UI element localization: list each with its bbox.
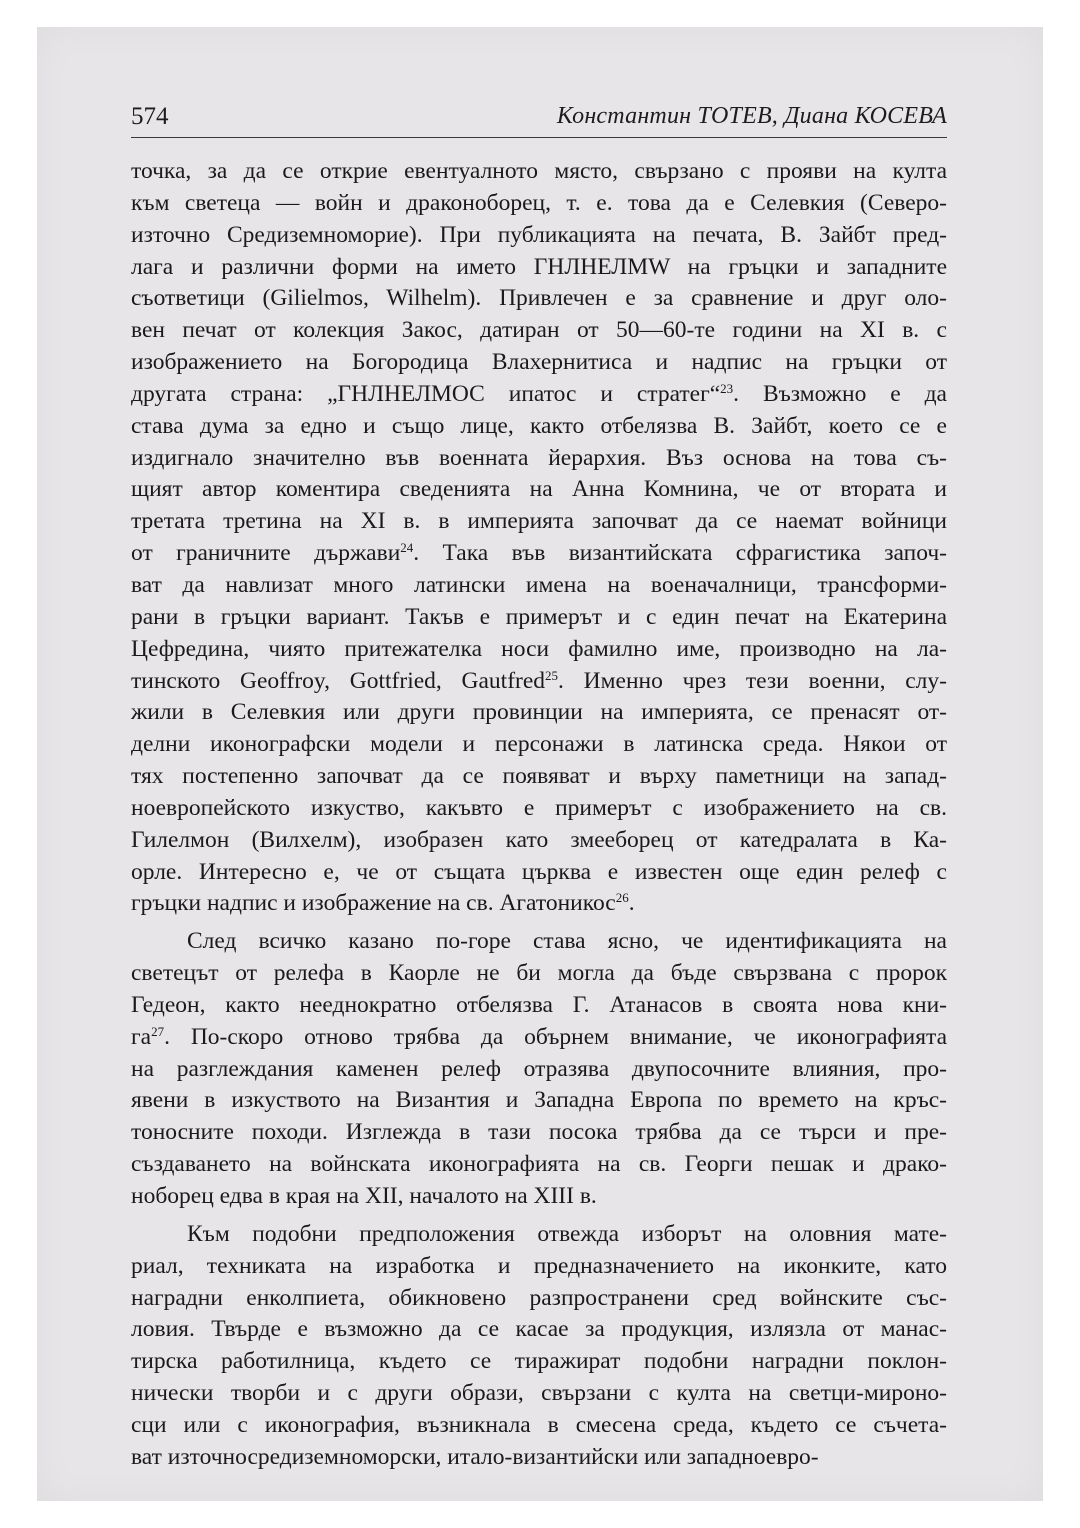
line-text: След всичко казано по-горе става ясно, че идентификацията на [187,928,947,955]
line-text: щият автор коментира сведенията на Анна Комнина, че от втората и [131,476,947,503]
footnote-ref: 26 [615,890,629,906]
line-text: Към подобни предположения отвежда изборът на оловния мате- [187,1220,947,1247]
line-text: издигнало значително във военната йерархия. Въз основа на това съ- [131,444,947,471]
text-line [131,1283,947,1315]
text-line [131,379,947,411]
text-line [131,570,947,602]
text-line [131,1410,947,1442]
text-line [131,1054,947,1086]
line-text: тинското Geoffroy, Gottfried, Gautfred [131,667,546,694]
line-text: сци или с иконография, възникнала в смесена среда, където се съчета- [131,1411,947,1438]
footnote-ref: 23 [720,380,734,396]
line-text: тоносните походи. Изглежда в тази посока трябва да се търси и пре- [131,1119,947,1146]
line-text: жили в Селевкия или други провинции на империята, се пренасят от- [131,699,947,726]
line-text: гръцки надпис и изображение на св. Агатоникос [131,890,616,917]
page-header [131,97,947,138]
running-head: Константин ТОТЕВ, Диана КОСЕВА [556,103,947,129]
text-line [131,1149,947,1181]
line-text: ноборец едва в края на XII, началото на XIII в. [131,1183,597,1209]
text-line [131,888,947,920]
paragraph [131,926,947,1213]
text-line [131,761,947,793]
line-text: от граничните държави [131,540,401,567]
text-line [131,857,947,889]
line-text: ловия. Твърде е възможно да се касае за продукция, излязла от манас- [131,1316,947,1343]
text-line [131,156,947,188]
line-text: га [131,1023,152,1050]
text-line [131,1378,947,1410]
page-number: 574 [131,103,169,130]
text-line [131,729,947,761]
line-text: Цефредина, чиято притежателка носи фамилно име, производно на ла- [131,635,947,662]
line-text: явени в изкуството на Византия и Западна Европа по времето на кръс- [131,1087,947,1114]
line-text: тях постепенно започват да се появяват и върху паметници на запад- [131,763,947,790]
line-text: . [628,890,635,917]
line-text: изображението на Богородица Влахернитиса и надпис на гръцки от [131,349,947,376]
line-text: третата третина на XI в. в империята започват да се наемат войници [131,508,947,535]
line-text: на разглеждания каменен релеф отразява двупосочните влияния, про- [131,1055,947,1082]
line-text: създаването на войнската иконографията на св. Георги пешак и драко- [131,1151,947,1178]
line-text: лага и различни форми на името ГНЛНЕЛМW на гръцки и западните [131,253,947,280]
text-line [131,1085,947,1117]
text-line [131,538,947,570]
line-text: . Така във византийската сфрагистика започ- [413,540,947,567]
line-text: рани в гръцки вариант. Такъв е примерът и с един печат на Екатерина [131,603,947,630]
text-line [131,1251,947,1283]
text-line [131,958,947,990]
text-line [131,1442,947,1474]
text-line [131,697,947,729]
text-line [131,926,947,958]
text-line [131,252,947,284]
text-line [131,825,947,857]
body-text [131,156,947,1474]
text-line [131,666,947,698]
footnote-ref: 27 [151,1023,165,1039]
text-line [131,1022,947,1054]
line-text: риал, техниката на изработка и предназначението на иконките, като [131,1252,947,1279]
text-line [131,315,947,347]
line-text: Гедеон, както нееднократно отбелязва Г. Атанасов в своята нова кни- [131,991,947,1018]
line-text: Гилелмон (Вилхелм), изобразен като змееборец от катедралата в Ка- [131,826,947,853]
line-text: делни иконографски модели и персонажи в латинска среда. Някои от [131,731,947,758]
text-line [131,188,947,220]
line-text: другата страна: „ГНЛНЕЛМОС ипатос и стратег“ [131,380,721,407]
text-line [131,990,947,1022]
line-text: ват източносредиземноморски, итало-византийски или западноевро- [131,1443,819,1470]
line-text: източно Средиземноморие). При публикацията на печата, В. Зайбт пред- [131,221,947,248]
line-text: ват да навлизат много латински имена на военачалници, трансформи- [131,571,947,598]
line-text: точка, за да се открие евентуалното място, свързано с прояви на култа [131,158,947,184]
text-line [131,1117,947,1149]
line-text: вен печат от колекция Закос, датиран от 50—60-те години на XI в. с [131,317,947,344]
text-line [131,1219,947,1251]
footnote-ref: 24 [400,540,414,556]
paragraph [131,156,947,920]
text-line [131,1181,947,1213]
line-text: . Именно чрез тези военни, слу- [558,667,947,694]
text-line [131,793,947,825]
text-line [131,283,947,315]
line-text: нически творби и с други образи, свързани с култа на светци-мироно- [131,1380,947,1407]
line-text: . Възможно е да [733,380,947,407]
paragraph [131,1219,947,1474]
text-line [131,602,947,634]
text-line [131,411,947,443]
text-line [131,443,947,475]
line-text: наградни енколпиета, обикновено разпространени сред войнските със- [131,1284,947,1311]
line-text: става дума за едно и също лице, както отбелязва В. Зайбт, което се е [131,412,947,439]
line-text: ноевропейското изкуство, какъвто е примерът с изображението на св. [131,794,947,821]
line-text: . По-скоро отново трябва да обърнем внимание, че иконографията [164,1023,947,1050]
text-line [131,634,947,666]
text-line [131,1314,947,1346]
text-line [131,474,947,506]
line-text: светецът от релефа в Каорле не би могла да бъде свързвана с пророк [131,960,947,987]
line-text: към светеца — войн и драконоборец, т. е. това да е Селевкия (Северо- [131,189,947,216]
text-line [131,506,947,538]
line-text: тирска работилница, където се тиражират подобни наградни поклон- [131,1348,947,1375]
line-text: съответици (Gilielmos, Wilhelm). Привлечен е за сравнение и друг оло- [131,285,947,312]
text-line [131,220,947,252]
footnote-ref: 25 [545,667,559,683]
text-line [131,347,947,379]
text-line [131,1346,947,1378]
line-text: орле. Интересно е, че от същата църква е известен още един релеф с [131,858,947,885]
